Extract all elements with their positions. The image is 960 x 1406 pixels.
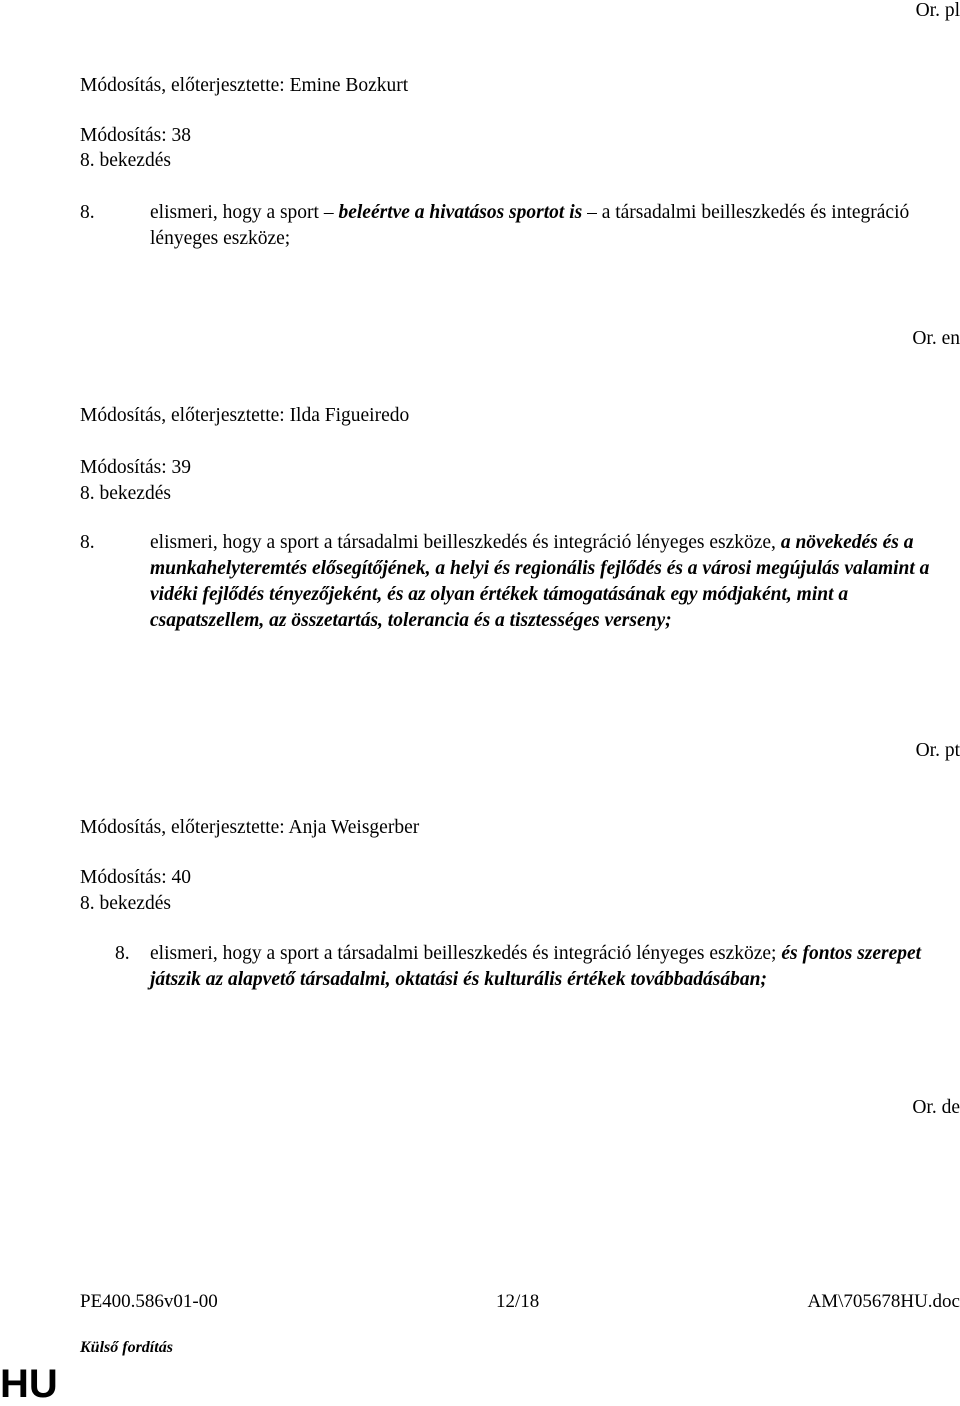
- item-number: 8.: [80, 532, 95, 553]
- text-emphasis: a növekedés és a munkahelyteremtés elősegítőjének, a helyi és regionális fejlődés és a városi megújulás valamint a vidéki fejlődés tényezőjeként, és az olyan értékek támogatásának egy módjaként, mint a csapatszellem, az összetartás, tolerancia és a tisztességes verseny;: [150, 532, 930, 631]
- footer-reference: PE400.586v01-00: [80, 1291, 218, 1312]
- item-number: 8.: [80, 202, 95, 223]
- text-emphasis: beleértve a hivatásos sportot is: [338, 202, 583, 223]
- footer-page-number: 12/18: [496, 1291, 540, 1312]
- amendment-text: [115, 941, 960, 993]
- amendment-paragraph: 8. bekezdés: [80, 483, 171, 504]
- amendment-number: Módosítás: 38: [80, 125, 192, 146]
- original-language-marker: Or. de: [912, 1097, 960, 1118]
- text-plain: elismeri, hogy a sport a társadalmi beilleszkedés és integráció lényeges eszköze;: [150, 943, 782, 964]
- original-language-marker: Or. en: [912, 328, 960, 349]
- text-emphasis: és fontos szerepet játszik az alapvető társadalmi, oktatási és kulturális értékek továbbadásában;: [150, 943, 922, 990]
- amendment-number: Módosítás: 40: [80, 867, 192, 888]
- item-number: 8.: [115, 943, 130, 964]
- original-language-marker: Or. pt: [915, 740, 960, 761]
- amendment-author: Módosítás, előterjesztette: Emine Bozkurt: [80, 75, 409, 96]
- external-translation-label: Külső fordítás: [80, 1339, 173, 1356]
- original-language-marker: Or. pl: [915, 0, 960, 21]
- amendment-text: [80, 200, 960, 252]
- amendment-author: Módosítás, előterjesztette: Anja Weisgerber: [80, 817, 420, 838]
- amendment-text: [80, 530, 960, 634]
- amendment-author: Módosítás, előterjesztette: Ilda Figueiredo: [80, 405, 410, 426]
- text-plain: – a társadalmi beilleszkedés és integráció lényeges eszköze;: [150, 202, 910, 249]
- amendment-paragraph: 8. bekezdés: [80, 893, 171, 914]
- amendment-paragraph: 8. bekezdés: [80, 150, 171, 171]
- text-plain: elismeri, hogy a sport a társadalmi beilleszkedés és integráció lényeges eszköze,: [150, 532, 781, 553]
- text-plain: elismeri, hogy a sport –: [150, 202, 339, 223]
- amendment-number: Módosítás: 39: [80, 457, 192, 478]
- footer-document-name: AM\705678HU.doc: [807, 1291, 960, 1312]
- language-code: HU: [0, 1362, 58, 1406]
